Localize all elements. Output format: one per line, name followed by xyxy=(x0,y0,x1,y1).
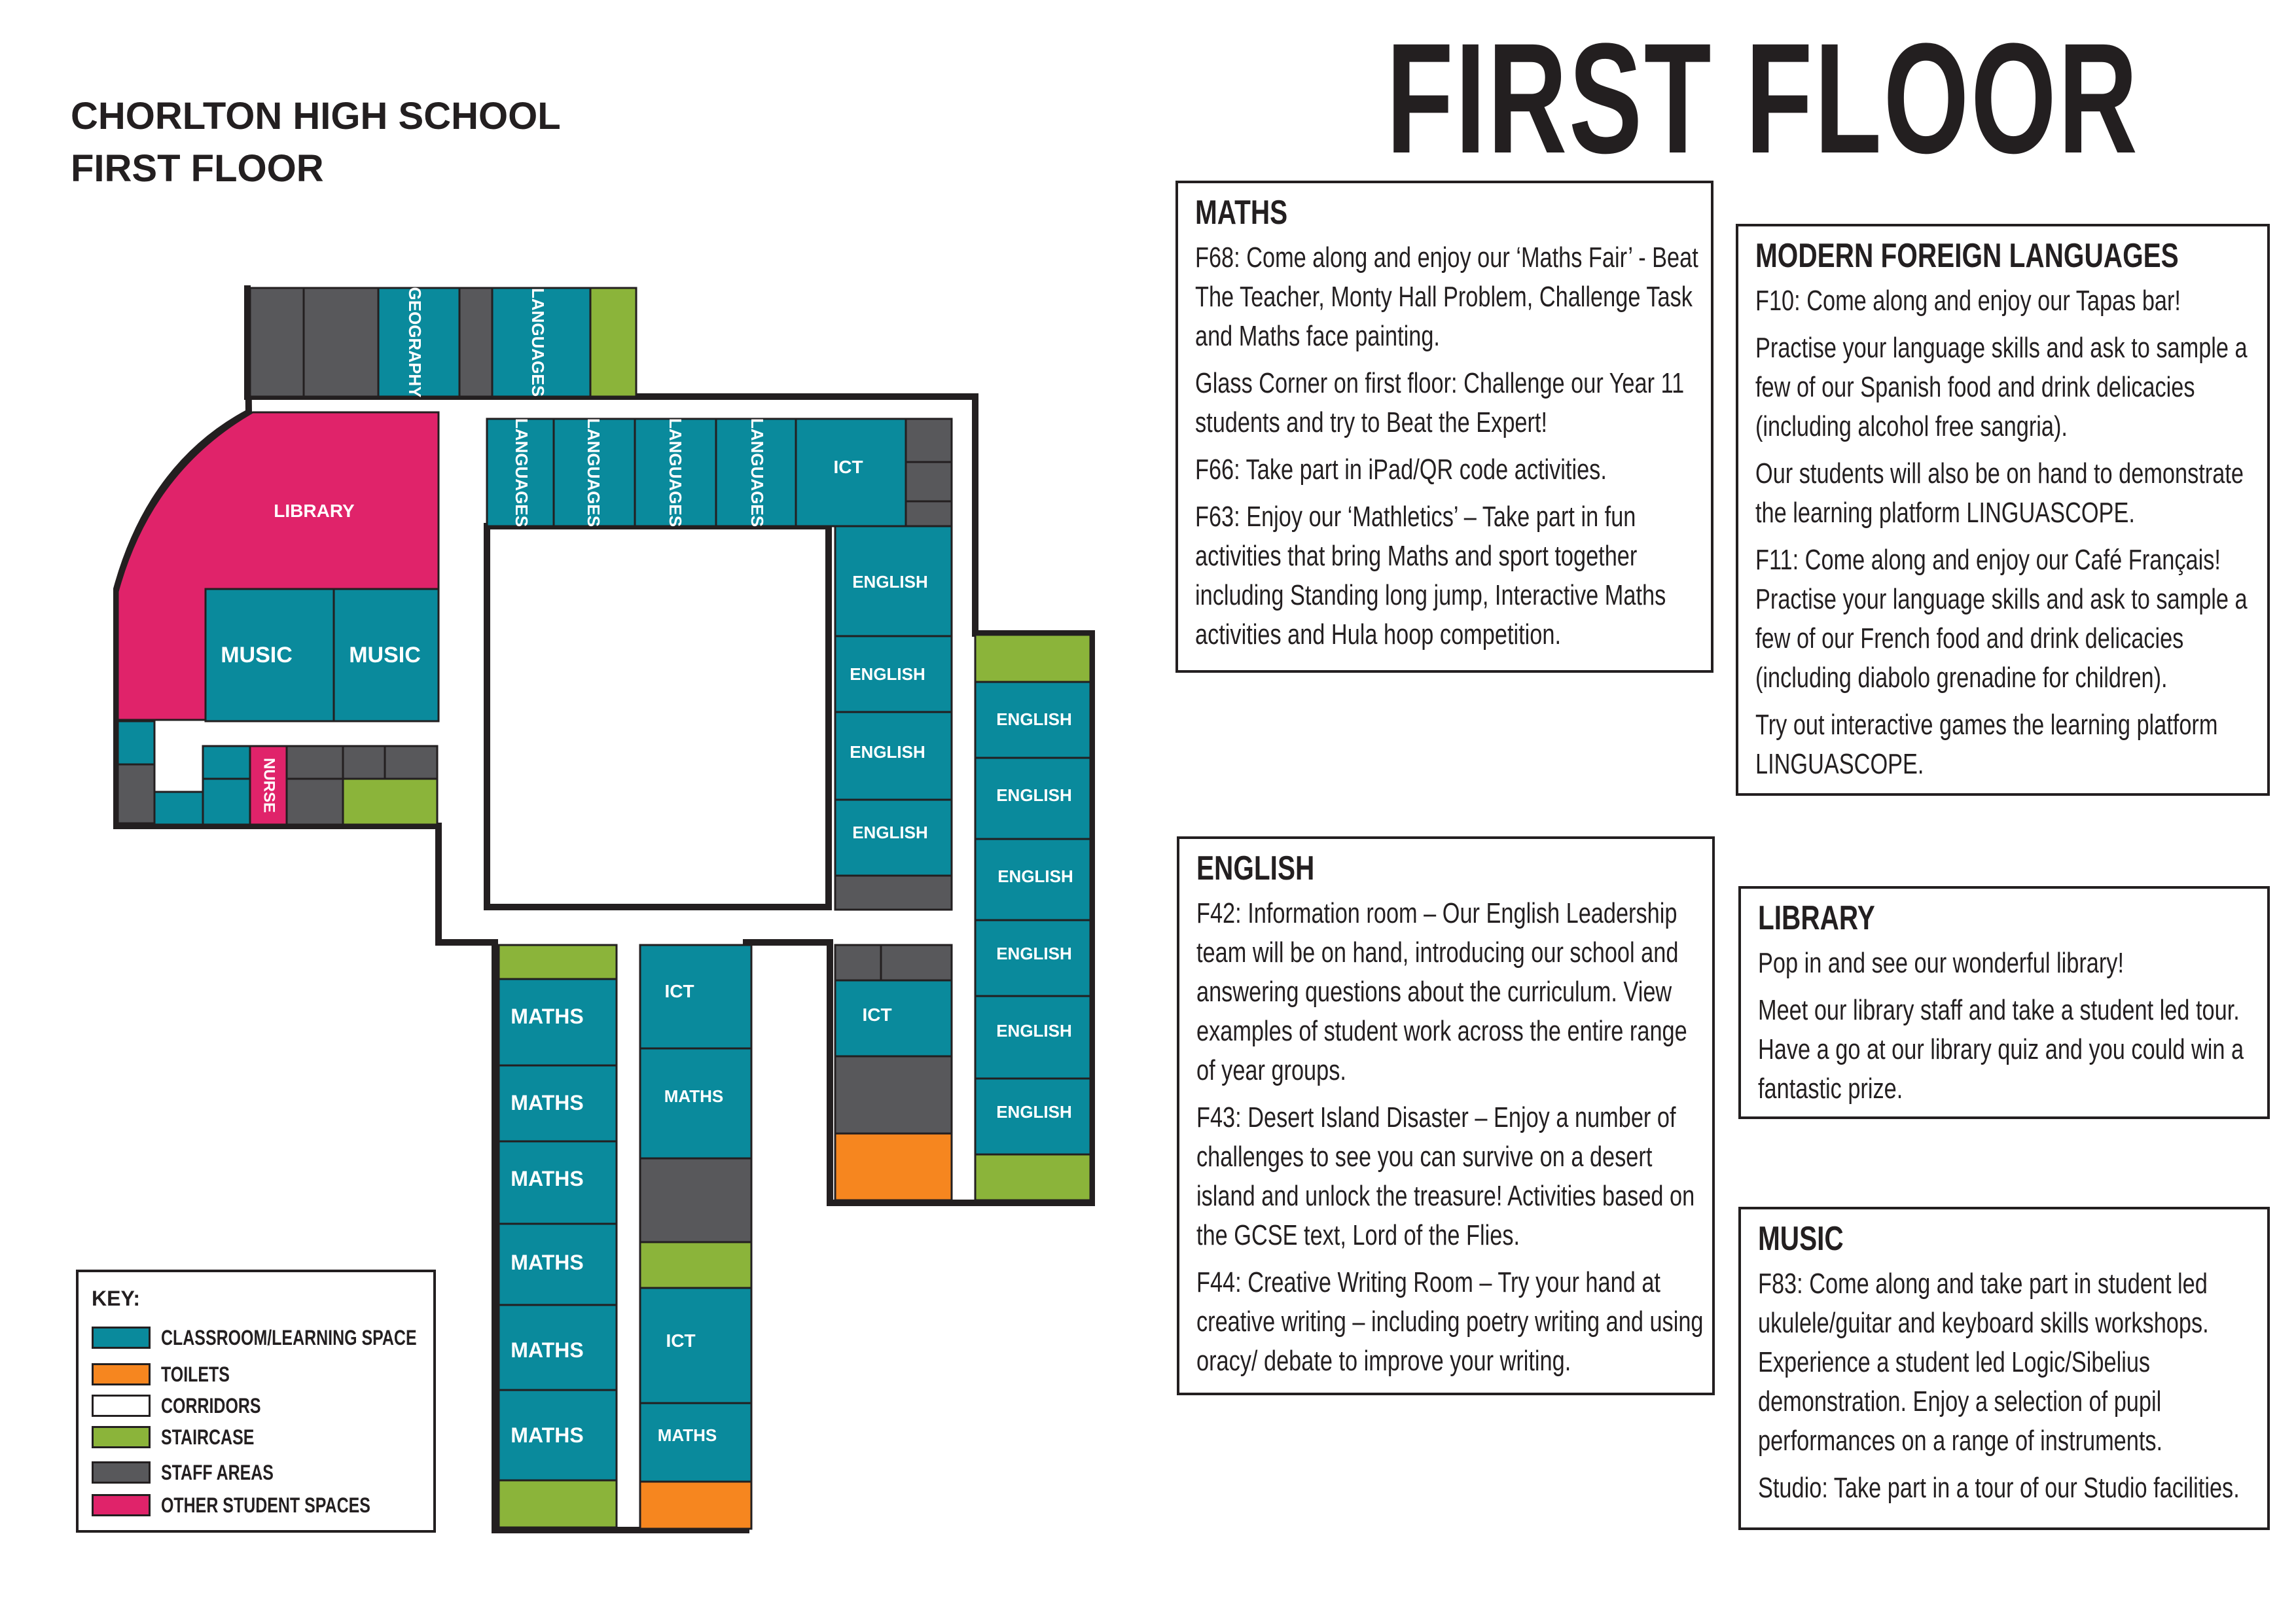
page-title: FIRST FLOOR xyxy=(1386,10,2140,186)
key-item xyxy=(92,1325,489,1351)
mfl-info-box xyxy=(1736,224,2270,796)
key-label: CORRIDORS xyxy=(161,1393,261,1418)
classroom xyxy=(154,792,203,825)
key-item xyxy=(92,1393,289,1419)
classroom xyxy=(203,779,250,825)
info-paragraph: F66: Take part in iPad/QR code activities. xyxy=(1195,454,1607,486)
key-label: STAFF AREAS xyxy=(161,1460,274,1484)
info-paragraph: F11: Come along and enjoy our Café Français! Practise your language skills and ask to sample a few of our French food and drink delicacies (including diabolo grenadine for children). xyxy=(1755,544,2248,694)
key-item xyxy=(92,1361,249,1387)
staff-area xyxy=(906,462,952,501)
label-english-r6: ENGLISH xyxy=(996,1102,1072,1122)
label-languages-2: LANGUAGES xyxy=(584,418,604,527)
info-paragraph: F83: Come along and take part in student led ukulele/guitar and keyboard skills workshops. Experience a student led Logic/Sibelius demonstration. Enjoy a selection of pupil performances on a range of instruments. xyxy=(1758,1268,2209,1457)
music-info-box xyxy=(1738,1207,2270,1530)
info-paragraph: F44: Creative Writing Room – Try your hand at creative writing – including poetry writing and using oracy/ debate to improve your writing. xyxy=(1196,1266,1704,1377)
label-english-r5: ENGLISH xyxy=(996,1021,1072,1041)
staff-area xyxy=(835,1056,952,1133)
label-maths-3: MATHS xyxy=(511,1167,584,1190)
staff-area xyxy=(304,288,378,397)
label-english-r2: ENGLISH xyxy=(996,785,1072,805)
label-maths-4: MATHS xyxy=(511,1251,584,1274)
music-paragraphs xyxy=(1758,1264,2267,1508)
info-paragraph: F68: Come along and enjoy our ‘Maths Fair’ - Beat The Teacher, Monty Hall Problem, Challenge Task and Maths face painting. xyxy=(1195,241,1698,352)
staff-area xyxy=(906,501,952,526)
map-key xyxy=(76,1270,436,1533)
label-languages-3: LANGUAGES xyxy=(666,418,686,527)
school-name: CHORLTON HIGH SCHOOL xyxy=(71,95,561,137)
key-swatch xyxy=(92,1426,151,1448)
info-paragraph: Practise your language skills and ask to sample a few of our Spanish food and drink delicacies (including alcohol free sangria). xyxy=(1755,332,2248,442)
key-label: STAIRCASE xyxy=(161,1425,255,1449)
courtyard xyxy=(487,526,829,907)
label-languages-1: LANGUAGES xyxy=(512,418,532,527)
label-geography: GEOGRAPHY xyxy=(405,287,425,398)
label-english-r4: ENGLISH xyxy=(996,944,1072,963)
staff-area xyxy=(385,746,437,779)
key-swatch xyxy=(92,1395,151,1417)
label-english-1: ENGLISH xyxy=(852,572,928,592)
label-english-r3: ENGLISH xyxy=(997,866,1073,886)
staff-area xyxy=(835,945,881,980)
label-english-3: ENGLISH xyxy=(850,742,925,762)
key-item xyxy=(92,1459,305,1486)
info-paragraph: F43: Desert Island Disaster – Enjoy a number of challenges to see you can survive on a desert island and unlock the treasure! Activities based on the GCSE text, Lord of the Flies. xyxy=(1196,1101,1695,1251)
label-maths-6: MATHS xyxy=(511,1423,584,1447)
staff-area xyxy=(881,945,952,980)
library-title: LIBRARY xyxy=(1758,899,1875,937)
maths-paragraphs xyxy=(1195,238,1711,654)
library-paragraphs xyxy=(1758,944,2267,1109)
label-music-1: MUSIC xyxy=(221,643,293,668)
info-paragraph: F10: Come along and enjoy our Tapas bar! xyxy=(1755,285,2181,317)
label-ict-b: ICT xyxy=(666,1330,696,1351)
label-english-r1: ENGLISH xyxy=(996,709,1072,729)
info-paragraph: Meet our library staff and take a student led tour. Have a go at our library quiz and you could win a fantastic prize. xyxy=(1758,994,2244,1105)
maths-title: MATHS xyxy=(1195,194,1288,232)
staff-area xyxy=(118,764,154,823)
key-title: KEY: xyxy=(92,1287,141,1310)
label-languages-4: LANGUAGES xyxy=(747,418,768,527)
label-languages-top: LANGUAGES xyxy=(528,287,548,397)
label-library: LIBRARY xyxy=(274,501,355,521)
staff-area xyxy=(459,288,492,397)
room-ict-a xyxy=(640,945,751,1048)
staircase xyxy=(343,779,437,825)
info-paragraph: Our students will also be on hand to demonstrate the learning platform LINGUASCOPE. xyxy=(1755,457,2244,529)
staircase xyxy=(499,1480,617,1527)
floor-name: FIRST FLOOR xyxy=(71,147,324,190)
label-maths-b: MATHS xyxy=(657,1425,717,1445)
staff-area xyxy=(906,419,952,462)
key-label: TOILETS xyxy=(161,1362,230,1386)
label-music-2: MUSIC xyxy=(349,643,421,668)
staff-area xyxy=(640,1158,751,1242)
info-paragraph: Studio: Take part in a tour of our Studio facilities. xyxy=(1758,1472,2240,1504)
label-maths-a: MATHS xyxy=(664,1086,724,1106)
key-item xyxy=(92,1424,281,1450)
english-paragraphs xyxy=(1196,894,1712,1381)
staff-area xyxy=(287,746,343,779)
label-nurse: NURSE xyxy=(260,757,278,813)
staircase xyxy=(975,1154,1090,1200)
library-info-box xyxy=(1738,886,2270,1119)
info-paragraph: Glass Corner on first floor: Challenge our Year 11 students and try to Beat the Expert! xyxy=(1195,367,1685,438)
staff-area xyxy=(287,779,343,825)
staircase xyxy=(499,945,617,979)
staircase xyxy=(640,1242,751,1288)
mfl-title: MODERN FOREIGN LANGUAGES xyxy=(1755,237,2179,275)
label-ict-mid: ICT xyxy=(862,1005,892,1025)
classroom xyxy=(118,721,154,764)
mfl-paragraphs xyxy=(1755,281,2267,784)
room-ict-b xyxy=(640,1288,751,1403)
english-title: ENGLISH xyxy=(1196,849,1315,887)
music-title: MUSIC xyxy=(1758,1220,1844,1258)
toilets xyxy=(835,1133,952,1200)
classroom xyxy=(203,746,250,779)
label-maths-2: MATHS xyxy=(511,1091,584,1115)
info-paragraph: F63: Enjoy our ‘Mathletics’ – Take part in fun activities that bring Maths and sport together including Standing long jump, Interactive Maths activities and Hula hoop competition. xyxy=(1195,501,1666,651)
label-english-2: ENGLISH xyxy=(850,664,925,684)
toilets xyxy=(640,1482,751,1529)
info-paragraph: Try out interactive games the learning platform LINGUASCOPE. xyxy=(1755,709,2218,780)
key-swatch xyxy=(92,1363,151,1385)
info-paragraph: Pop in and see our wonderful library! xyxy=(1758,947,2124,979)
label-english-4: ENGLISH xyxy=(852,823,928,842)
key-swatch xyxy=(92,1461,151,1484)
label-ict-a: ICT xyxy=(664,981,694,1001)
staircase xyxy=(975,635,1090,682)
room-ict-mid xyxy=(835,980,952,1056)
key-label: OTHER STUDENT SPACES xyxy=(161,1493,370,1517)
info-paragraph: F42: Information room – Our English Leadership team will be on hand, introducing our school and answering questions about the curriculum. View examples of student work across the entire range of year groups. xyxy=(1196,897,1687,1086)
staff-area xyxy=(835,876,952,910)
key-item xyxy=(92,1492,429,1518)
key-label: CLASSROOM/LEARNING SPACE xyxy=(161,1325,417,1349)
label-maths-5: MATHS xyxy=(511,1338,584,1362)
key-swatch xyxy=(92,1494,151,1516)
staff-area xyxy=(250,288,304,397)
key-swatch xyxy=(92,1327,151,1349)
staff-area xyxy=(343,746,385,779)
staircase xyxy=(590,288,636,397)
label-ict-top: ICT xyxy=(833,457,863,477)
maths-info-box xyxy=(1175,181,1713,673)
label-maths-1: MATHS xyxy=(511,1005,584,1028)
english-info-box xyxy=(1177,836,1715,1395)
